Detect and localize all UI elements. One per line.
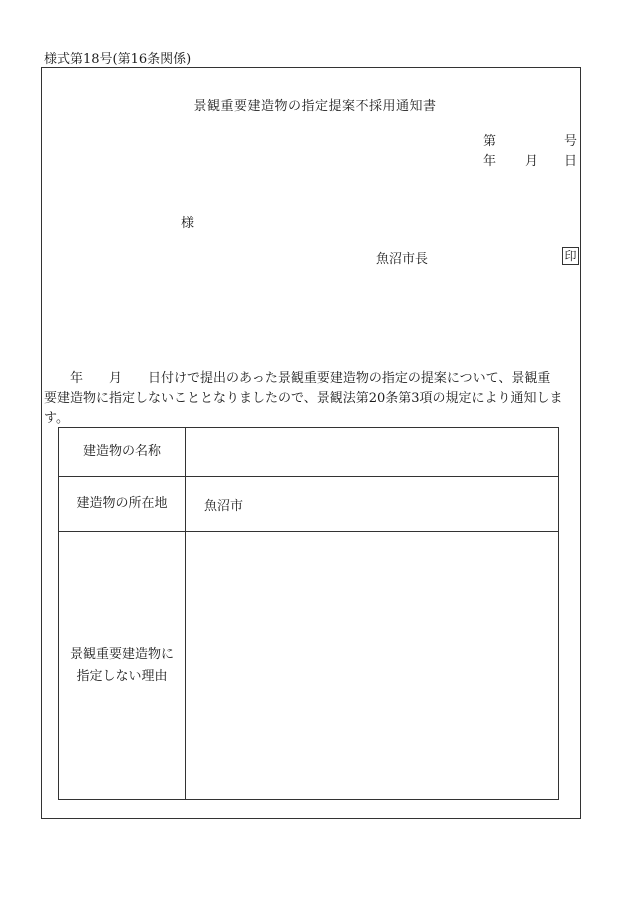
form-number-label: 様式第18号(第16条関係) [44,52,192,67]
building-info-table [58,427,559,800]
notice-body-line: す。 [44,411,69,426]
number-prefix: 第 [483,134,497,149]
building-name-label: 建造物の名称 [59,428,186,476]
number-suffix: 号 [564,134,578,149]
building-location-value[interactable]: 魚沼市 [204,498,244,514]
notice-body [44,369,580,429]
date-year: 年 [483,154,497,169]
addressee-honorific: 様 [181,216,195,231]
rejection-reason-label-line: 景観重要建造物に [69,646,174,662]
notice-body-line: 年 月 日付けで提出のあった景観重要建造物の指定の提案について、景観重 [44,371,551,386]
rejection-reason-value[interactable] [186,532,558,799]
building-name-value[interactable] [186,428,558,476]
date-day: 日 [564,154,578,169]
table-row-rejection-reason [59,532,558,799]
table-row-building-location [59,477,558,532]
building-location-label: 建造物の所在地 [59,477,186,531]
date-month: 月 [525,154,539,169]
seal-stamp-box: 印 [562,247,579,265]
table-row-building-name [59,428,558,477]
rejection-reason-label [59,532,186,799]
document-title: 景観重要建造物の指定提案不採用通知書 [193,99,437,114]
rejection-reason-label-line: 指定しない理由 [76,668,168,684]
notice-body-line: 要建造物に指定しないこととなりましたので、景観法第20条第3項の規定により通知しま [44,391,563,406]
sender-name: 魚沼市長 [376,252,429,267]
